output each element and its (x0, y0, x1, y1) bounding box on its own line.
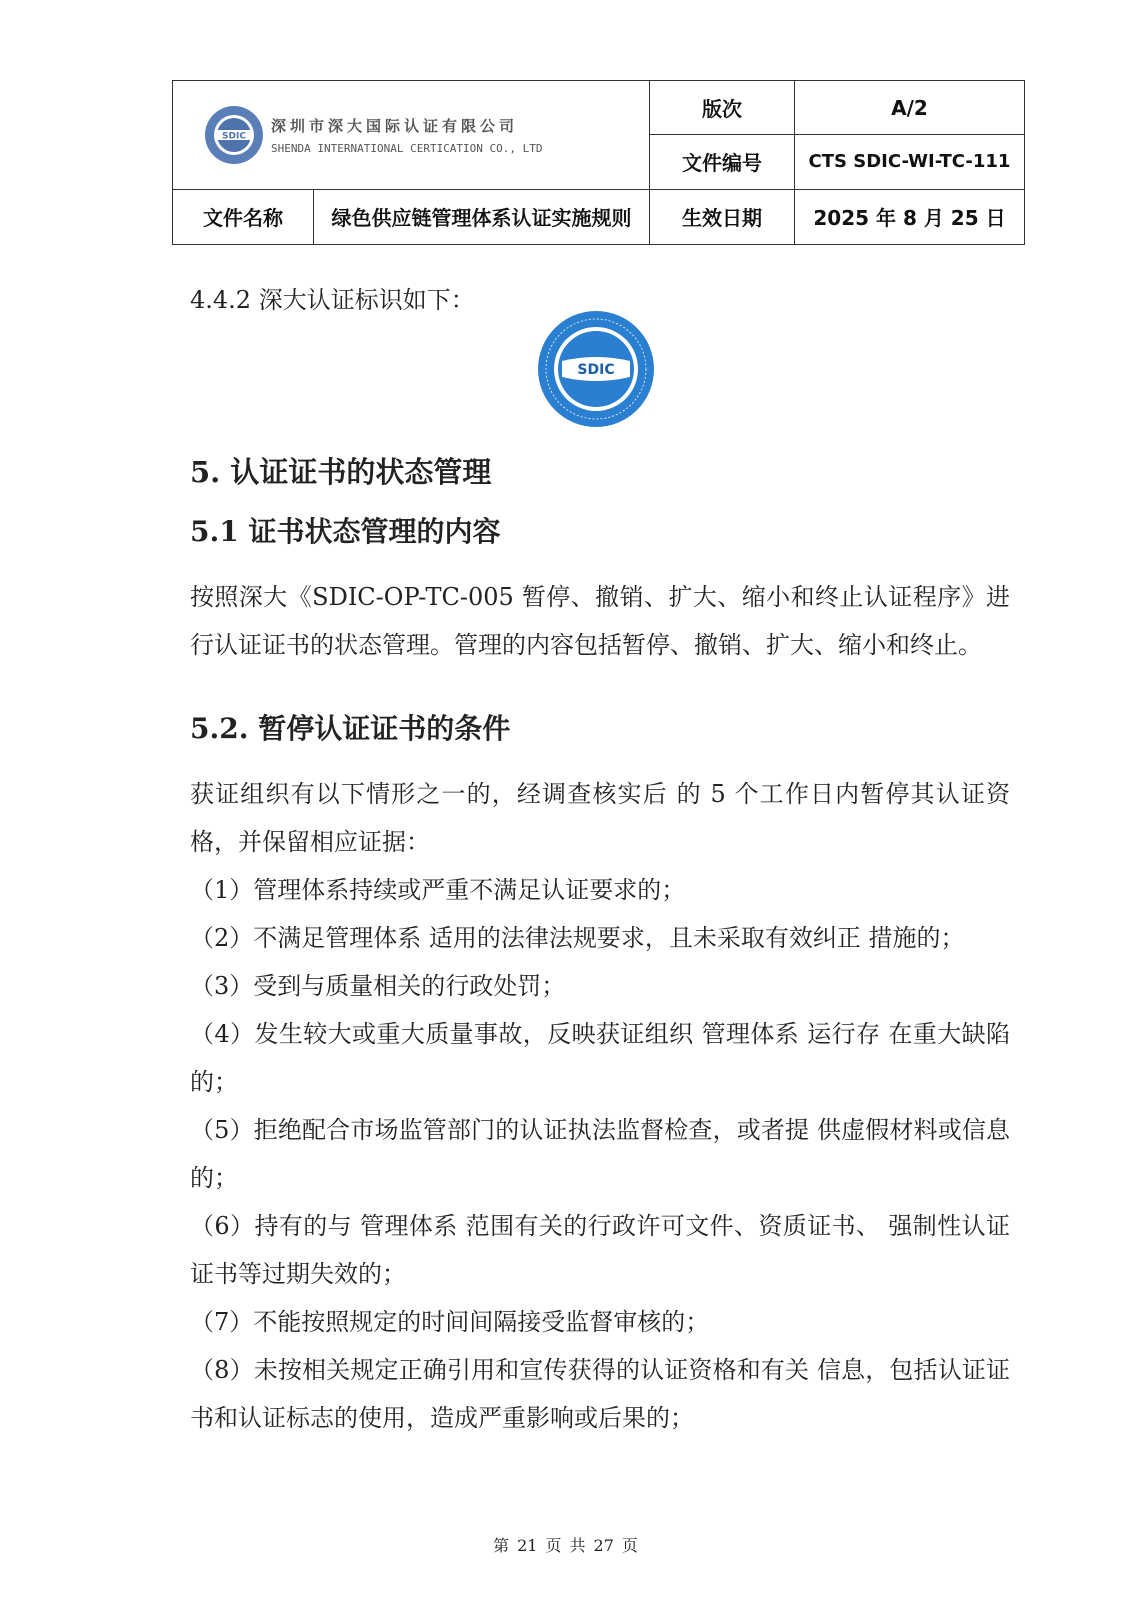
version-value: A/2 (795, 81, 1025, 135)
list-item: （4）发生较大或重大质量事故，反映获证组织 管理体系 运行存 在重大缺陷的； (190, 1020, 1010, 1096)
list-item: （2）不满足管理体系 适用的法律法规要求，且未采取有效纠正 措施的； (190, 924, 965, 952)
footer-word: 共 (569, 1536, 586, 1555)
footer-word: 页 (621, 1536, 638, 1555)
list-item: （3）受到与质量相关的行政处罚； (190, 972, 566, 1000)
section-5-2-text: 获证组织有以下情形之一的，经调查核实后 的 5 个工作日内暂停其认证资格，并保留相应证据： (190, 780, 1010, 856)
version-label: 版次 (650, 81, 795, 135)
intro-line: 4.4.2 深大认证标识如下： (190, 286, 475, 314)
company-name-en: SHENDA INTERNATIONAL CERTICATION CO., LTD (271, 141, 543, 155)
company-logo-icon (203, 104, 265, 166)
doc-name-value: 绿色供应链管理体系认证实施规则 (314, 189, 650, 244)
list-item: （1）管理体系持续或严重不满足认证要求的； (190, 876, 686, 904)
list-item: （5）拒绝配合市场监管部门的认证执法监督检查，或者提 供虚假材料或信息的； (190, 1116, 1010, 1192)
company-name-cn: 深圳市深大国际认证有限公司 (271, 116, 519, 135)
logo-text: SDIC (222, 131, 246, 142)
section-5-2-title: 5.2. 暂停认证证书的条件 (190, 712, 511, 745)
footer-word: 第 (493, 1536, 510, 1555)
list-item: （7）不能按照规定的时间间隔接受监督审核的； (190, 1308, 710, 1336)
page-footer (0, 1533, 1131, 1556)
doc-name-label: 文件名称 (173, 189, 314, 244)
sdic-certification-mark-icon (536, 309, 656, 429)
total-page-number: 27 (593, 1536, 614, 1555)
current-page-number: 21 (517, 1536, 538, 1555)
section-5-1-title: 5.1 证书状态管理的内容 (190, 515, 501, 548)
seal-center-text: SDIC (577, 362, 615, 378)
effective-date-label: 生效日期 (650, 189, 795, 244)
section-5-title: 5. 认证证书的状态管理 (190, 455, 492, 489)
effective-date-value: 2025 年 8 月 25 日 (795, 189, 1025, 244)
list-item: （8）未按相关规定正确引用和宣传获得的认证资格和有关 信息，包括认证证书和认证标志的使用，造成严重影响或后果的； (190, 1356, 1010, 1432)
section-5-1-text: 按照深大《SDIC-OP-TC-005 暂停、撤销、扩大、缩小和终止认证程序》进行认证证书的状态管理。管理的内容包括暂停、撤销、扩大、缩小和终止。 (190, 583, 1010, 659)
document-header-table (172, 80, 1025, 245)
company-logo-cell (173, 81, 650, 190)
doc-number-value: CTS SDIC-WI-TC-111 (795, 135, 1025, 189)
footer-word: 页 (545, 1536, 562, 1555)
list-item: （6）持有的与 管理体系 范围有关的行政许可文件、资质证书、 强制性认证证书等过期失效的； (190, 1212, 1010, 1288)
doc-number-label: 文件编号 (650, 135, 795, 189)
